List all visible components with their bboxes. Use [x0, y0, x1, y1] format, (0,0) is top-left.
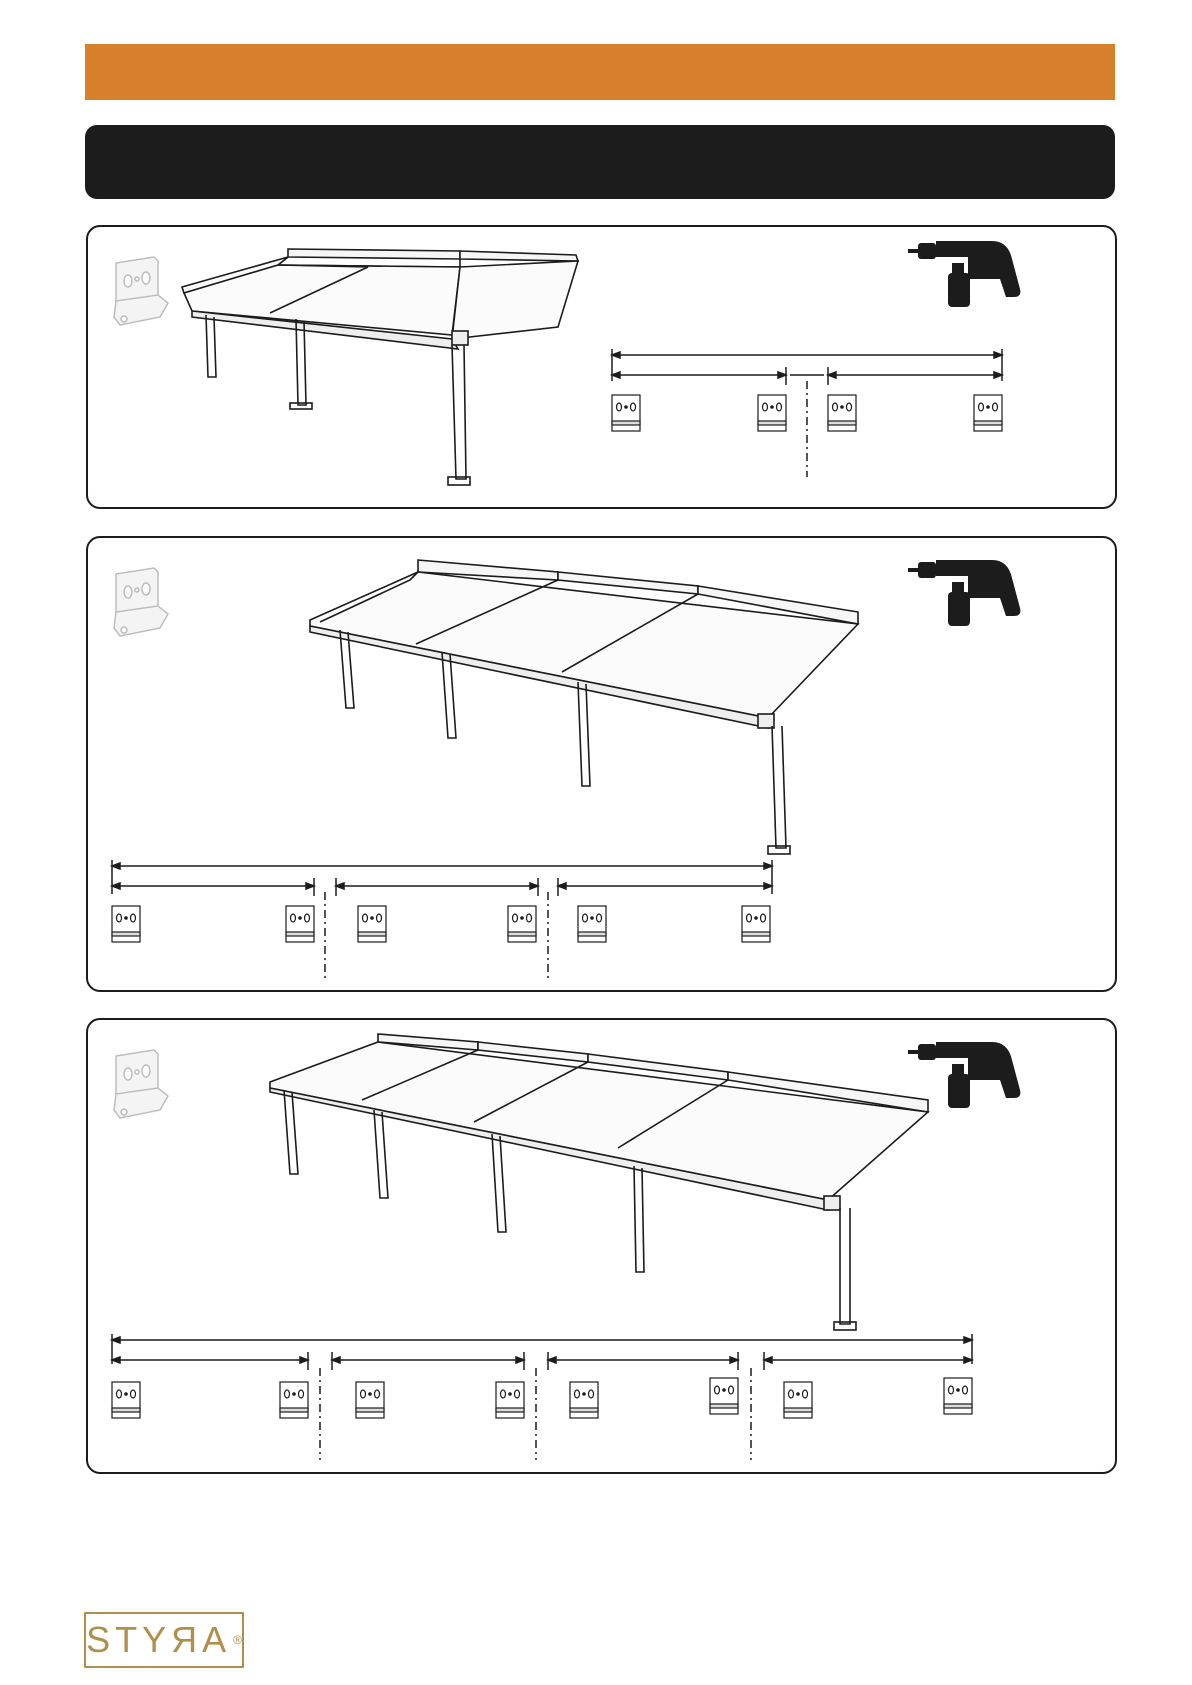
panel-4-units [86, 1018, 1117, 1474]
wall-bracket-icon [114, 568, 168, 636]
pergola-2-units-illustration [182, 249, 578, 485]
wall-bracket-icon [114, 1050, 168, 1118]
dimension-lines-3-units [112, 860, 772, 978]
drill-icon [908, 1042, 1020, 1108]
dimension-lines-2-units [612, 349, 1002, 477]
drill-icon [908, 241, 1020, 307]
panel-3-units [86, 536, 1117, 992]
brand-name: STYЯA [86, 1619, 232, 1660]
panel-2-units [86, 225, 1117, 509]
mount-plates-4-units [112, 1378, 972, 1418]
dimension-lines-4-units [112, 1334, 972, 1460]
drill-icon [908, 560, 1020, 626]
pergola-3-units-illustration [310, 560, 858, 854]
pergola-4-units-illustration [270, 1034, 928, 1330]
mount-plates-3-units [112, 906, 770, 942]
wall-bracket-icon [114, 257, 168, 325]
registered-mark: ® [233, 1633, 242, 1647]
section-title-bar [85, 125, 1115, 199]
header-accent-bar [85, 44, 1115, 100]
brand-logo [84, 1612, 244, 1668]
